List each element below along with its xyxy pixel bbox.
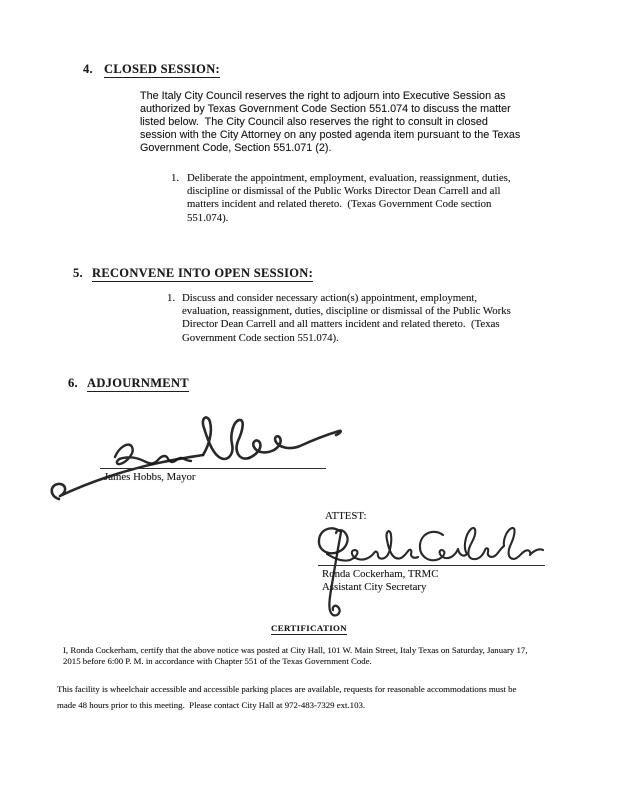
- closed-session-item-1: [187, 172, 511, 225]
- section-4-heading: CLOSED SESSION:: [104, 62, 220, 76]
- paragraph-line: Government Code, Section 551.071 (2).: [140, 142, 332, 154]
- paragraph-line: Director Dean Carrell and all matters incident and related thereto. (Texas: [182, 318, 500, 331]
- section-6-heading: ADJOURNMENT: [87, 376, 189, 390]
- mayor-signature-line: [100, 468, 326, 469]
- closed-session-intro: [140, 90, 520, 155]
- section-6-number: 6.: [68, 376, 78, 390]
- paragraph-line: authorized by Texas Government Code Section 551.074 to discuss the matter: [140, 103, 511, 115]
- attest-label: ATTEST:: [325, 510, 367, 522]
- paragraph-line: Discuss and consider necessary action(s) appointment, employment,: [182, 292, 478, 304]
- attest-signature-line: [318, 565, 545, 566]
- paragraph-line: 2015 before 6:00 P. M. in accordance with Chapter 551 of the Texas Government Code.: [63, 656, 372, 666]
- paragraph-line: made 48 hours prior to this meeting. Please contact City Hall at 972-483-7329 ext.103.: [57, 699, 366, 710]
- paragraph-line: I, Ronda Cockerham, certify that the above notice was posted at City Hall, 101 W. Main Street, Italy Texas on Saturday, January 17,: [63, 645, 528, 655]
- section-5-heading: RECONVENE INTO OPEN SESSION:: [92, 266, 314, 280]
- section-5-number: 5.: [73, 266, 83, 280]
- reconvene-item-1-number: 1.: [167, 292, 176, 304]
- secretary-name-label: Ronda Cockerham, TRMC: [322, 568, 439, 580]
- section-4-number: 4.: [83, 62, 93, 76]
- mayor-name-label: James Hobbs, Mayor: [104, 471, 196, 483]
- paragraph-line: matters incident and related thereto. (Texas Government Code section: [187, 198, 492, 211]
- paragraph-line: Government Code section 551.074).: [182, 331, 339, 344]
- paragraph-line: session with the City Attorney on any posted agenda item pursuant to the Texas: [140, 129, 521, 141]
- paragraph-line: This facility is wheelchair accessible and accessible parking places are available, requests for reasonable accommodations must be: [57, 684, 517, 694]
- reconvene-item-1: [182, 292, 511, 345]
- paragraph-line: discipline or dismissal of the Public Works Director Dean Carrell and all: [187, 185, 501, 198]
- paragraph-line: 551.074).: [187, 211, 229, 224]
- certification-heading: [0, 623, 618, 634]
- paragraph-line: The Italy City Council reserves the right to adjourn into Executive Session as: [140, 90, 506, 102]
- closed-session-item-1-number: 1.: [171, 172, 180, 184]
- james-hobbs-signature: [45, 413, 345, 508]
- certification-text: [63, 645, 528, 667]
- paragraph-line: Deliberate the appointment, employment, evaluation, reassignment, duties,: [187, 172, 511, 184]
- paragraph-line: listed below. The City Council also reserves the right to consult in closed: [140, 116, 488, 128]
- certification-heading-text: CERTIFICATION: [270, 623, 348, 633]
- accessibility-text: [57, 682, 516, 713]
- paragraph-line: evaluation, reassignment, duties, discipline or dismissal of the Public Works: [182, 305, 511, 318]
- secretary-title-label: Assistant City Secretary: [322, 581, 427, 593]
